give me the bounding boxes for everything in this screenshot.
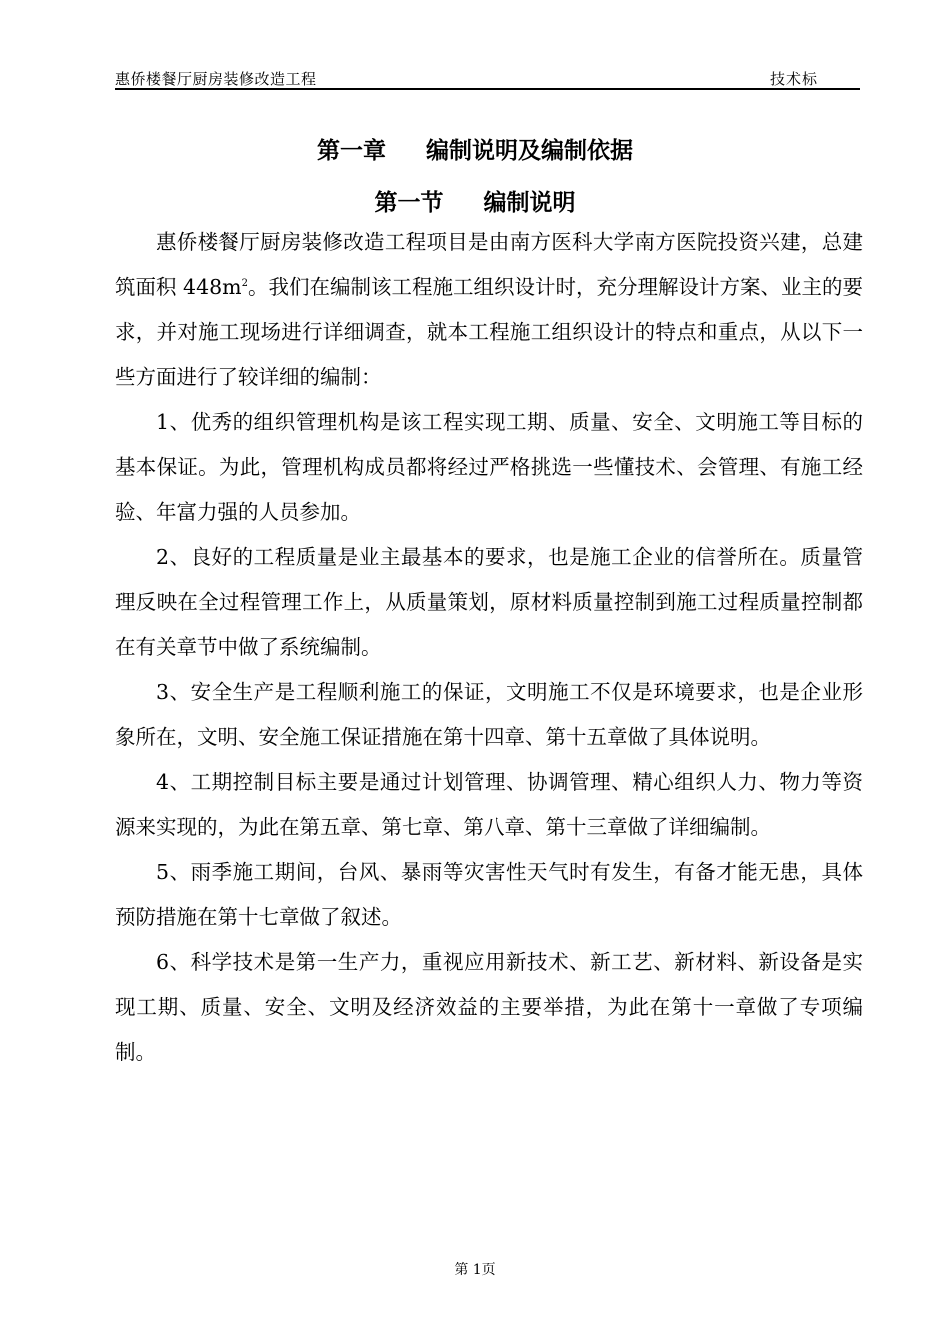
document-body	[115, 220, 863, 1075]
chapter-name: 编制说明及编制依据	[426, 138, 633, 164]
list-item: 2、良好的工程质量是业主最基本的要求，也是施工企业的信誉所在。质量管理反映在全过程管理工作上，从质量策划，原材料质量控制到施工过程质量控制都在有关章节中做了系统编制。	[115, 545, 863, 659]
list-item: 3、安全生产是工程顺利施工的保证，文明施工不仅是环境要求，也是企业形象所在，文明、安全施工保证措施在第十四章、第十五章做了具体说明。	[115, 680, 863, 749]
page-number: 第 1页	[454, 1262, 496, 1278]
section-name: 编制说明	[483, 190, 576, 216]
list-item: 4、工期控制目标主要是通过计划管理、协调管理、精心组织人力、物力等资源来实现的，为此在第五章、第七章、第八章、第十三章做了详细编制。	[115, 770, 863, 839]
list-item: 6、科学技术是第一生产力，重视应用新技术、新工艺、新材料、新设备是实现工期、质量、安全、文明及经济效益的主要举措，为此在第十一章做了专项编制。	[115, 950, 863, 1064]
header-doc-type: 技术标	[769, 70, 818, 88]
area-superscript: 2	[241, 278, 248, 290]
chapter-title	[0, 132, 950, 165]
page-header	[115, 62, 860, 90]
list-item: 1、优秀的组织管理机构是该工程实现工期、质量、安全、文明施工等目标的基本保证。为此，管理机构成员都将经过严格挑选一些懂技术、会管理、有施工经验、年富力强的人员参加。	[115, 410, 863, 524]
intro-paragraph: 惠侨楼餐厅厨房装修改造工程项目是由南方医科大学南方医院投资兴建，总建筑面积 $448m^2$。我们在编制该工程施工组织设计时，充分理解设计方案、业主的要求，并对施工现场进行详细调查，就本工程施工组织设计的特点和重点，从以下一些方面进行了较详细的编制：	[115, 230, 863, 389]
chapter-number: 第一章	[317, 138, 386, 164]
list-item: 5、雨季施工期间，台风、暴雨等灾害性天气时有发生，有备才能无患，具体预防措施在第十七章做了叙述。	[115, 860, 863, 929]
section-title	[0, 184, 950, 217]
header-project-name: 惠侨楼餐厅厨房装修改造工程	[115, 70, 317, 88]
section-number: 第一节	[374, 190, 444, 216]
